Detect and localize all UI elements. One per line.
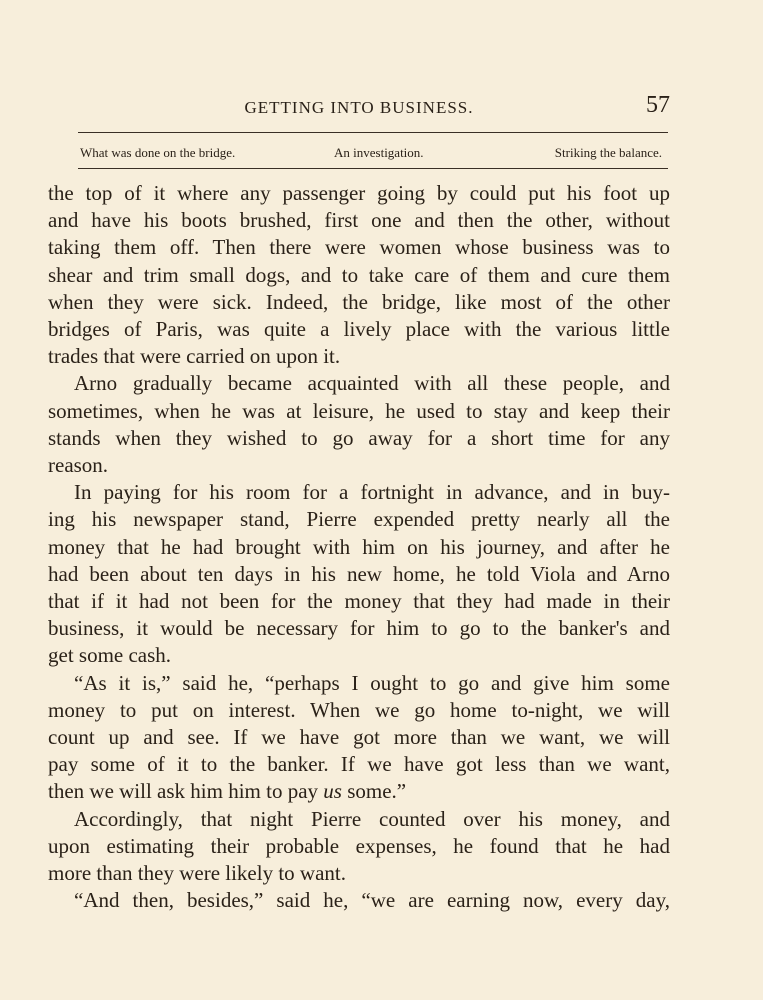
chapter-subheads <box>78 142 668 164</box>
text-line: more than they were likely to want. <box>48 861 346 886</box>
text-line: money to put on interest. When we go home to-night, we will <box>48 697 670 722</box>
text-line: get some cash. <box>48 643 172 668</box>
italic-emphasis: us <box>323 779 342 804</box>
text-line: bridges of Paris, was quite a lively place with the various little <box>48 317 670 342</box>
text-line: count up and see. If we have got more than we want, we will <box>48 725 670 750</box>
text-line: upon estimating their probable expenses, he found that he had <box>48 833 670 858</box>
text-line: taking them off. Then there were women whose business was to <box>48 235 670 260</box>
text-line: when they were sick. Indeed, the bridge, like most of the other <box>48 289 670 314</box>
subhead-balance: Striking the balance. <box>554 145 662 160</box>
text-line: reason. <box>48 453 109 478</box>
text-line: that if it had not been for the money that they had made in their <box>48 589 670 614</box>
body-text <box>48 180 670 914</box>
text-line: pay some of it to the banker. If we have got less than we want, <box>48 752 670 777</box>
text-line: trades that were carried on upon it. <box>48 344 341 369</box>
text-line: business, it would be necessary for him to go to the banker's and <box>48 616 670 641</box>
running-title: GETTING INTO BUSINESS. <box>244 98 474 117</box>
text-line: sometimes, when he was at leisure, he used to stay and keep their <box>48 398 670 423</box>
text-line: stands when they wished to go away for a short time for any <box>48 425 670 450</box>
subhead-bridge: What was done on the bridge. <box>80 145 236 160</box>
text-line: and have his boots brushed, first one and then the other, without <box>48 208 670 233</box>
text-line: shear and trim small dogs, and to take care of them and cure them <box>48 262 670 287</box>
text-line: then we will ask him him to pay us some.” <box>48 779 407 804</box>
text-line: Arno gradually became acquainted with all these people, and <box>74 371 670 396</box>
text-line: had been about ten days in his new home, he told Viola and Arno <box>48 561 670 586</box>
header-rule-top <box>78 132 668 133</box>
running-head <box>48 92 670 126</box>
text-line: ing his newspaper stand, Pierre expended pretty nearly all the <box>48 507 670 532</box>
text-line: Accordingly, that night Pierre counted over his money, and <box>74 806 670 831</box>
text-line: the top of it where any passenger going by could put his foot up <box>48 181 670 205</box>
header-rule-bottom <box>78 168 668 169</box>
text-line: money that he had brought with him on his journey, and after he <box>48 534 670 559</box>
text-line: “And then, besides,” said he, “we are earning now, every day, <box>74 888 670 913</box>
text-line: “As it is,” said he, “perhaps I ought to go and give him some <box>74 670 670 695</box>
page-number: 57 <box>646 92 670 118</box>
text-line: In paying for his room for a fortnight in advance, and in buy- <box>74 480 670 505</box>
subhead-investigation: An investigation. <box>334 145 424 160</box>
